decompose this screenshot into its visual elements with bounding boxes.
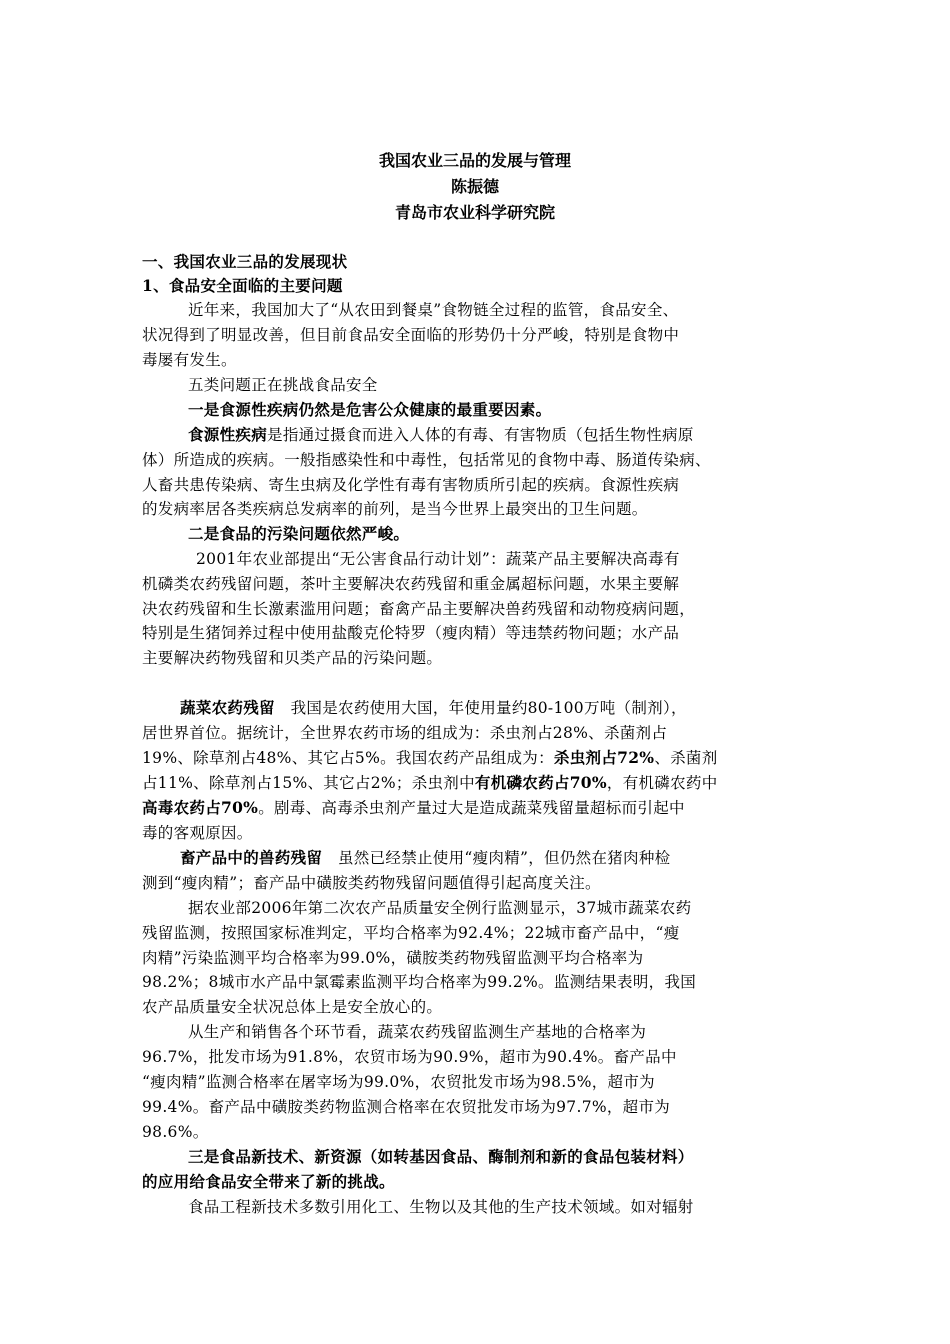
section-heading: 一、我国农业三品的发展现状 (142, 252, 348, 271)
author: 陈振德 (450, 177, 499, 196)
paragraph-line: 居世界首位。据统计，全世界农药市场的组成为：杀虫剂占28%、杀菌剂占 (142, 724, 668, 742)
paragraph-line (180, 846, 670, 870)
bold-heading: 一是食源性疾病仍然是危害公众健康的最重要因素。 (188, 400, 552, 419)
paragraph-line (142, 796, 685, 820)
bold-heading: 二是食品的污染问题依然严峻。 (188, 524, 410, 543)
bold-heading: 三是食品新技术、新资源（如转基因食品、酶制剂和新的食品包装材料） (188, 1147, 694, 1166)
affiliation: 青岛市农业科学研究院 (394, 203, 555, 222)
paragraph-line: 毒的客观原因。 (142, 824, 253, 842)
bold-heading: 的应用给食品安全带来了新的挑战。 (142, 1172, 395, 1191)
paragraph-line: 五类问题正在挑战食品安全 (188, 376, 378, 394)
paragraph-line: 主要解决药物残留和贝类产品的污染问题。 (142, 649, 443, 667)
line-text: ，有机磷农药中 (606, 774, 718, 792)
line-text: 。剧毒、高毒杀虫剂产量过大是造成蔬菜残留量超标而引起中 (258, 799, 685, 817)
paragraph-line: 98.6%。 (142, 1123, 209, 1141)
line-text: 是指通过摄食而进入人体的有毒、有害物质（包括生物性病原 (267, 426, 694, 444)
term-bold: 蔬菜农药残留 (180, 698, 275, 717)
emphasis-bold: 杀虫剂占72% (553, 748, 655, 767)
paragraph-line: 状况得到了明显改善，但目前食品安全面临的形势仍十分严峻，特别是食物中 (142, 326, 680, 344)
term-bold: 畜产品中的兽药残留 (180, 848, 323, 867)
line-text: 虽然已经禁止使用“瘦肉精”，但仍然在猪肉种检 (322, 849, 671, 867)
paragraph-line: 据农业部2006年第二次农产品质量安全例行监测显示，37城市蔬菜农药 (188, 899, 692, 917)
paragraph-line: 从生产和销售各个环节看，蔬菜农药残留监测生产基地的合格率为 (188, 1023, 647, 1041)
paragraph-line: 近年来，我国加大了“从农田到餐桌”食物链全过程的监管，食品安全、 (188, 301, 679, 319)
paragraph-line: 决农药残留和生长激素滥用问题；畜禽产品主要解决兽药残留和动物疫病问题， (142, 600, 696, 618)
paragraph-line: 98.2%；8城市水产品中氯霉素监测平均合格率为99.2%。监测结果表明，我国 (142, 973, 697, 991)
paragraph-line (188, 423, 694, 447)
subsection-heading: 1、食品安全面临的主要问题 (142, 276, 343, 295)
paragraph-line: 体）所造成的疾病。一般指感染性和中毒性，包括常见的食物中毒、肠道传染病、 (142, 451, 711, 469)
paragraph-line: 特别是生猪饲养过程中使用盐酸克伦特罗（瘦肉精）等违禁药物问题；水产品 (142, 624, 680, 642)
paragraph-line: 机磷类农药残留问题，茶叶主要解决农药残留和重金属超标问题，水果主要解 (142, 575, 680, 593)
paragraph-line (142, 771, 718, 795)
line-text: 占11%、除草剂占15%、其它占2%；杀虫剂中 (142, 774, 475, 792)
line-text: 我国是农药使用大国，年使用量约80-100万吨（制剂）， (274, 699, 687, 717)
emphasis-bold: 有机磷农药占70% (474, 773, 607, 792)
paragraph-line: 测到“瘦肉精”；畜产品中磺胺类药物残留问题值得引起高度关注。 (142, 874, 601, 892)
paragraph-line (180, 696, 687, 720)
emphasis-bold: 高毒农药占70% (142, 798, 259, 817)
paragraph-line: 农产品质量安全状况总体上是安全放心的。 (142, 998, 443, 1016)
term-bold: 食源性疾病 (188, 425, 268, 444)
paragraph-line: 毒屡有发生。 (142, 351, 237, 369)
paragraph-line: 人畜共患传染病、寄生虫病及化学性有毒有害物质所引起的疾病。食源性疾病 (142, 476, 680, 494)
paragraph-line (142, 746, 718, 770)
paragraph-line: 99.4%。畜产品中磺胺类药物监测合格率在农贸批发市场为97.7%，超市为 (142, 1098, 671, 1116)
paragraph-line: 残留监测，按照国家标准判定，平均合格率为92.4%；22城市畜产品中，“瘦 (142, 924, 680, 942)
paragraph-line: 96.7%，批发市场为91.8%，农贸市场为90.9%，超市为90.4%。畜产品中 (142, 1048, 677, 1066)
line-text: 、杀菌剂 (654, 749, 718, 767)
line-text: 19%、除草剂占48%、其它占5%。我国农药产品组成为： (142, 749, 554, 767)
paragraph-line: 肉精”污染监测平均合格率为99.0%，磺胺类药物残留监测平均合格率为 (142, 949, 644, 967)
paragraph-line: “瘦肉精”监测合格率在屠宰场为99.0%，农贸批发市场为98.5%，超市为 (142, 1073, 655, 1091)
paragraph-line: 2001年农业部提出“无公害食品行动计划”：蔬菜产品主要解决高毒有 (196, 550, 680, 568)
paragraph-line: 食品工程新技术多数引用化工、生物以及其他的生产技术领域。如对辐射 (188, 1198, 694, 1216)
document-title: 我国农业三品的发展与管理 (378, 151, 571, 170)
paragraph-line: 的发病率居各类疾病总发病率的前列，是当今世界上最突出的卫生问题。 (142, 500, 648, 518)
